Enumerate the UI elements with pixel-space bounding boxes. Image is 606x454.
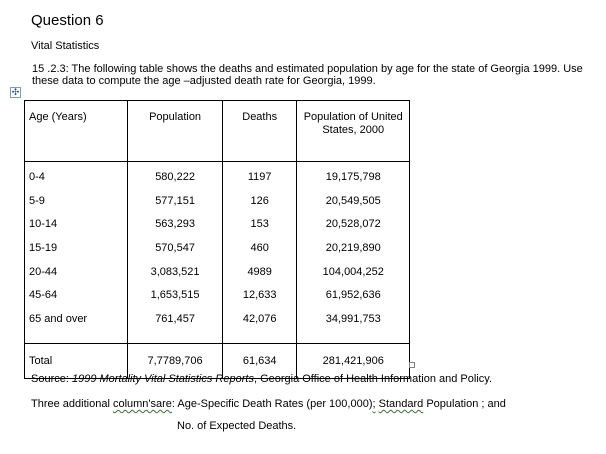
additional-part-1: Three additional — [31, 398, 113, 410]
header-us-population: Population of United States, 2000 — [297, 101, 410, 162]
cell-deaths: 12,633 — [222, 289, 297, 313]
cell-age: 20-44 — [25, 266, 128, 290]
table-resize-handle[interactable] — [409, 362, 415, 368]
table-move-handle-icon[interactable]: ✣ — [11, 87, 20, 97]
table-row — [25, 313, 410, 343]
cell-us-population: 34,991,753 — [297, 313, 410, 343]
cell-deaths: 42,076 — [222, 313, 297, 343]
cell-us-population: 104,004,252 — [297, 266, 410, 290]
source-prefix: Source: — [31, 373, 72, 385]
cell-age: 0-4 — [25, 162, 128, 195]
cell-us-population: 20,219,890 — [297, 242, 410, 266]
header-population: Population — [128, 101, 223, 162]
cell-population: 1,653,515 — [128, 289, 223, 313]
source-note — [31, 373, 492, 385]
cell-total-label: Total — [25, 343, 128, 378]
cell-deaths: 126 — [222, 195, 297, 219]
header-age: Age (Years) — [25, 101, 128, 162]
additional-columns-note — [31, 398, 506, 410]
cell-population: 563,293 — [128, 218, 223, 242]
table-header-row — [25, 101, 410, 162]
header-deaths: Deaths — [222, 101, 297, 162]
grammar-flagged-semicolon: ; — [372, 398, 376, 410]
grammar-flagged-standard: Standard — [378, 398, 424, 410]
table-row — [25, 289, 410, 313]
table-row — [25, 266, 410, 290]
section-title: Vital Statistics — [31, 40, 100, 52]
cell-total-us-population: 281,421,906 — [297, 343, 410, 378]
cell-deaths: 4989 — [222, 266, 297, 290]
cell-deaths: 153 — [222, 218, 297, 242]
additional-part-3: : Age-Specific Death Rates (per 100,000) — [171, 398, 373, 410]
cell-population: 577,151 — [128, 195, 223, 219]
question-title: Question 6 — [31, 12, 104, 29]
cell-us-population: 20,528,072 — [297, 218, 410, 242]
cell-population: 580,222 — [128, 162, 223, 195]
cell-population: 570,547 — [128, 242, 223, 266]
source-suffix: , Georgia Office of Health Information and Policy. — [253, 373, 492, 385]
cell-age: 15-19 — [25, 242, 128, 266]
table-row — [25, 162, 410, 195]
table-row — [25, 195, 410, 219]
source-title: 1999 Mortality Vital Statistics Reports — [71, 373, 254, 385]
cell-age: 5-9 — [25, 195, 128, 219]
intro-paragraph: 15 .2.3: The following table shows the deaths and estimated population by age for the state of Georgia 1999. Use these data to compute the age –adjusted death rate for Georgia, 1999. — [32, 63, 583, 87]
cell-age: 10-14 — [25, 218, 128, 242]
cell-deaths: 460 — [222, 242, 297, 266]
grammar-flagged-word: column'sare — [112, 398, 172, 410]
vital-statistics-table — [24, 100, 410, 379]
cell-us-population: 20,549,505 — [297, 195, 410, 219]
cell-total-deaths: 61,634 — [222, 343, 297, 378]
table-row — [25, 242, 410, 266]
cell-population: 3,083,521 — [128, 266, 223, 290]
cell-us-population: 19,175,798 — [297, 162, 410, 195]
cell-population: 761,457 — [128, 313, 223, 343]
cell-deaths: 1197 — [222, 162, 297, 195]
cell-us-population: 61,952,636 — [297, 289, 410, 313]
additional-columns-note-line-2: No. of Expected Deaths. — [177, 420, 297, 432]
cell-age: 65 and over — [25, 313, 128, 343]
additional-part-7: Population ; and — [423, 398, 506, 410]
cell-total-population: 7,7789,706 — [128, 343, 223, 378]
cell-age: 45-64 — [25, 289, 128, 313]
table-row — [25, 218, 410, 242]
